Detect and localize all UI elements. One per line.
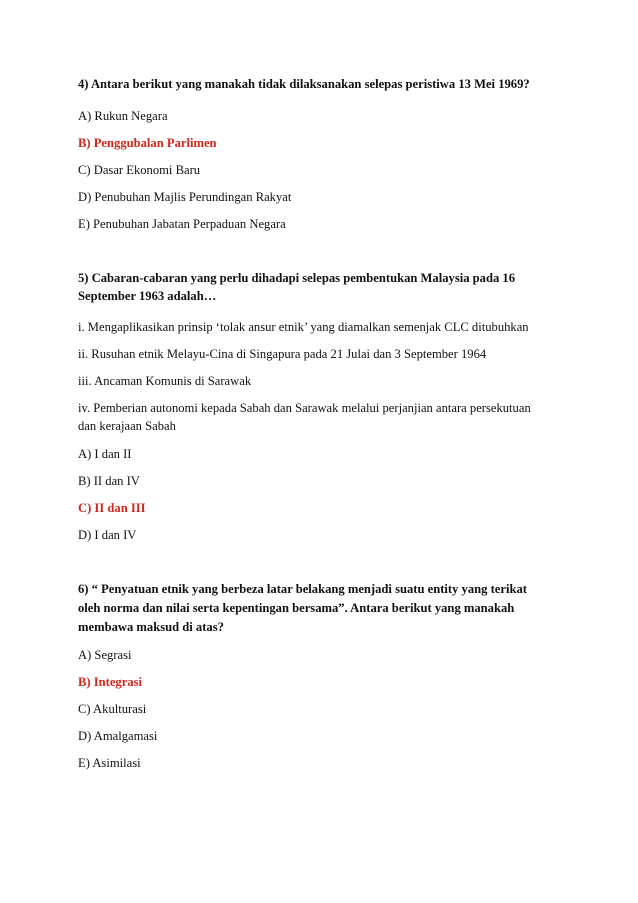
q4-option-b-correct: B) Penggubalan Parlimen bbox=[78, 136, 217, 150]
q4-option-e: E) Penubuhan Jabatan Perpaduan Negara bbox=[78, 217, 286, 231]
q4-option-d: D) Penubuhan Majlis Perundingan Rakyat bbox=[78, 190, 292, 204]
q6-option-b-correct: B) Integrasi bbox=[78, 675, 143, 689]
question-6-line-1: 6) “ Penyatuan etnik yang berbeza latar belakang menjadi suatu entity yang terikat bbox=[78, 582, 527, 596]
q5-statement-i: i. Mengaplikasikan prinsip ‘tolak ansur etnik’ yang diamalkan semenjak CLC ditubuhkan bbox=[78, 320, 529, 334]
q6-option-c: C) Akulturasi bbox=[78, 702, 147, 716]
q6-option-a: A) Segrasi bbox=[78, 648, 132, 662]
question-5-line-2: September 1963 adalah… bbox=[78, 289, 217, 303]
question-4-text: 4) Antara berikut yang manakah tidak dilaksanakan selepas peristiwa 13 Mei 1969? bbox=[78, 77, 530, 91]
q5-statement-iii: iii. Ancaman Komunis di Sarawak bbox=[78, 374, 252, 388]
q5-statement-ii: ii. Rusuhan etnik Melayu-Cina di Singapura pada 21 Julai dan 3 September 1964 bbox=[78, 347, 487, 361]
question-5-line-1: 5) Cabaran-cabaran yang perlu dihadapi selepas pembentukan Malaysia pada 16 bbox=[78, 271, 516, 285]
q5-statement-iv-line-2: dan kerajaan Sabah bbox=[78, 419, 176, 433]
q5-statement-iv-line-1: iv. Pemberian autonomi kepada Sabah dan Sarawak melalui perjanjian antara persekutuan bbox=[78, 401, 531, 415]
question-6-line-3: membawa maksud di atas? bbox=[78, 620, 224, 634]
q6-option-d: D) Amalgamasi bbox=[78, 729, 158, 743]
q5-option-c-correct: C) II dan III bbox=[78, 501, 146, 515]
q4-option-c: C) Dasar Ekonomi Baru bbox=[78, 163, 201, 177]
q5-option-b: B) II dan IV bbox=[78, 474, 140, 488]
q5-option-d: D) I dan IV bbox=[78, 528, 137, 542]
q6-option-e: E) Asimilasi bbox=[78, 756, 141, 770]
q5-option-a: A) I dan II bbox=[78, 447, 132, 461]
question-6-line-2: oleh norma dan nilai serta kepentingan bersama”. Antara berikut yang manakah bbox=[78, 601, 515, 615]
q4-option-a: A) Rukun Negara bbox=[78, 109, 168, 123]
